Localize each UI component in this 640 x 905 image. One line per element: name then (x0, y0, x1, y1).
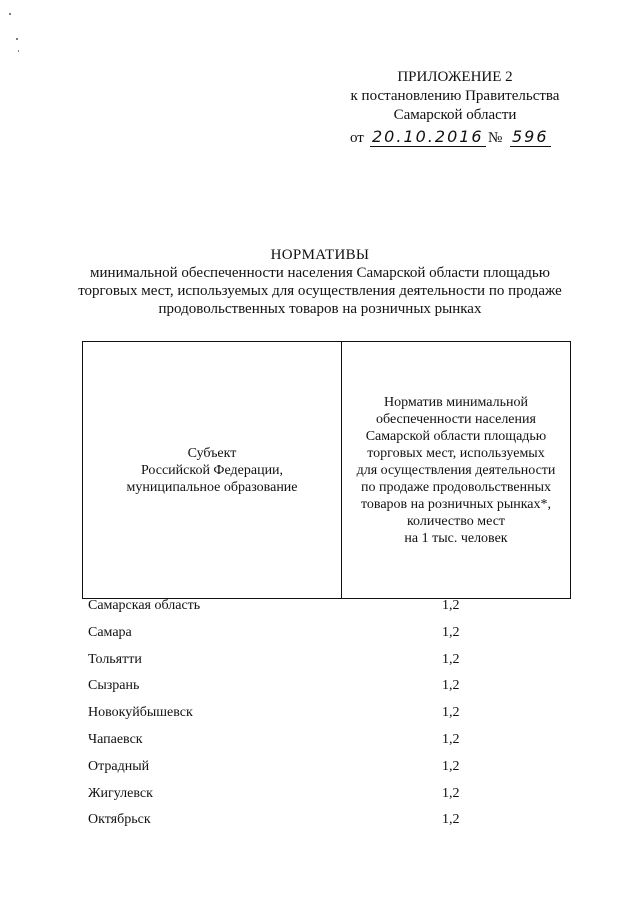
header-col-norm-line: количество мест (406, 513, 506, 529)
table-row (88, 624, 568, 651)
number-prefix: № (488, 130, 503, 146)
scan-speck (16, 38, 18, 40)
appendix-line-2: Самарской области (393, 107, 517, 123)
table-body (88, 597, 568, 838)
header-col-norm-line: торговых мест, используемых (367, 445, 545, 461)
table-row (88, 651, 568, 678)
row-norm-value: 1,2 (442, 785, 460, 801)
header-col-norm-line: товаров на розничных рынках*, (360, 496, 552, 512)
row-norm-value: 1,2 (442, 598, 460, 613)
table-row (88, 677, 568, 704)
row-norm-value: 1,2 (442, 624, 460, 640)
header-col-norm-line: Самарской области площадью (365, 428, 547, 444)
header-col-subject-text (120, 445, 303, 496)
table-row (88, 731, 568, 758)
header-col-norm-line: по продаже продовольственных (360, 479, 551, 495)
date-number-line (340, 127, 570, 149)
row-norm-value: 1,2 (442, 678, 460, 694)
document-subtitle-line-1: минимальной обеспеченности населения Самарской области площадью (90, 265, 550, 281)
row-municipality-name: Самара (88, 624, 132, 640)
header-col-norm (342, 342, 570, 598)
date-prefix: от (350, 130, 364, 146)
row-municipality-name: Жигулевск (88, 785, 153, 801)
row-municipality-name: Новокуйбышевск (88, 705, 193, 721)
table-row (88, 811, 568, 838)
row-municipality-name: Тольятти (88, 651, 142, 667)
row-municipality-name: Чапаевск (88, 731, 143, 747)
header-col-norm-line: на 1 тыс. человек (404, 530, 508, 546)
header-col-norm-line: для осуществления деятельности (356, 462, 556, 478)
row-norm-value: 1,2 (442, 705, 460, 721)
header-col-norm-line: обеспеченности населения (376, 411, 536, 427)
document-subtitle-line-3: продовольственных товаров на розничных рынках (158, 301, 482, 317)
scan-speck (9, 13, 11, 15)
row-norm-value: 1,2 (442, 651, 460, 667)
appendix-line-1: к постановлению Правительства (350, 88, 560, 104)
header-col-subject-line: Субъект (187, 445, 237, 461)
number-value: 596 (512, 127, 549, 146)
row-norm-value: 1,2 (442, 758, 460, 774)
appendix-title: ПРИЛОЖЕНИЕ 2 (397, 69, 513, 85)
table-row (88, 597, 568, 624)
header-col-subject (83, 342, 342, 598)
header-col-subject-line: муниципальное образование (126, 479, 298, 495)
document-title-block (60, 246, 580, 318)
table-row (88, 758, 568, 785)
row-municipality-name: Октябрьск (88, 812, 151, 828)
row-municipality-name: Сызрань (88, 678, 140, 694)
document-title: НОРМАТИВЫ (270, 247, 370, 263)
scan-speck (18, 50, 19, 52)
document-subtitle-line-2: торговых мест, используемых для осуществления деятельности по продаже (78, 283, 562, 299)
appendix-block (340, 68, 570, 149)
table-header (82, 341, 571, 599)
row-municipality-name: Самарская область (88, 598, 201, 613)
row-municipality-name: Отрадный (88, 758, 150, 774)
header-col-norm-text (351, 394, 562, 547)
table-row (88, 704, 568, 731)
date-value: 20.10.2016 (372, 127, 484, 146)
header-col-norm-line: Норматив минимальной (383, 394, 528, 410)
row-norm-value: 1,2 (442, 731, 460, 747)
row-norm-value: 1,2 (442, 812, 460, 828)
header-col-subject-line: Российской Федерации, (140, 462, 284, 478)
table-row (88, 785, 568, 812)
